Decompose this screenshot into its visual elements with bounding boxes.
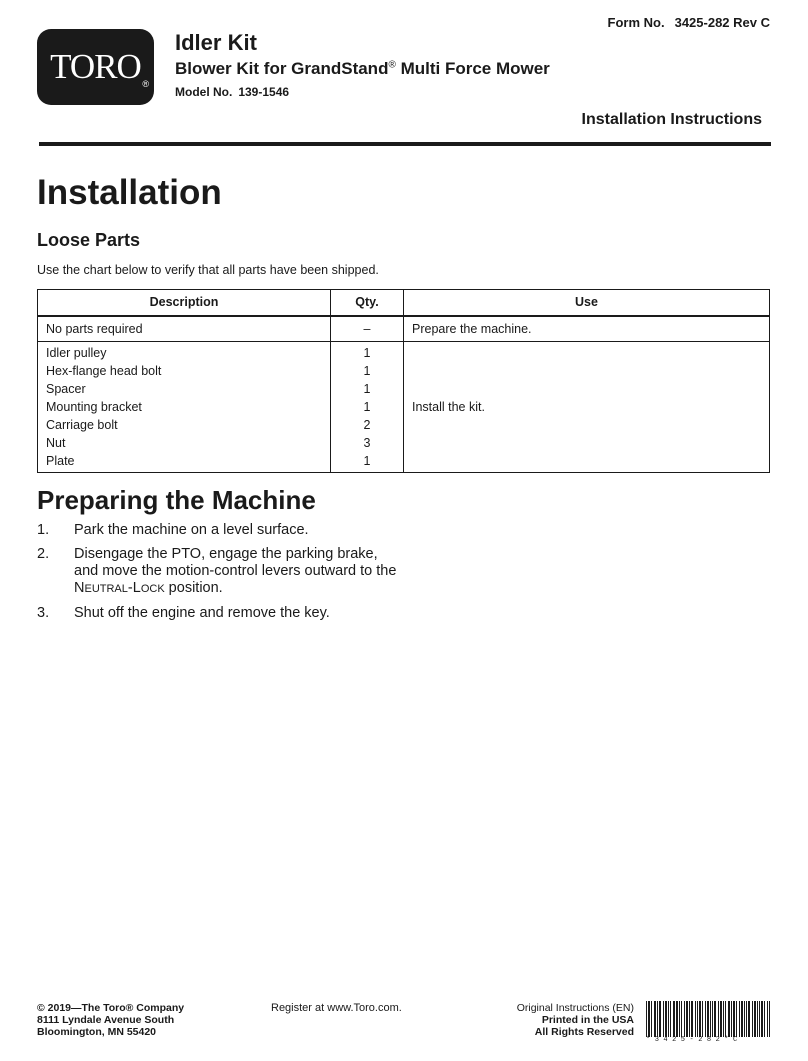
barcode-bar	[746, 1001, 747, 1037]
part-qty: 1	[363, 382, 371, 396]
barcode-bar	[679, 1001, 680, 1037]
header-use: Use	[404, 290, 770, 316]
barcode-bar	[715, 1001, 716, 1037]
barcode-text: *3425-282*C	[646, 1036, 742, 1044]
barcode-bar	[692, 1001, 693, 1037]
part-name: Mounting bracket	[46, 400, 142, 414]
model-number: Model No. 139-1546	[175, 85, 290, 99]
step-item	[37, 605, 397, 622]
barcode-bar	[646, 1001, 647, 1037]
document-subtitle: Blower Kit for GrandStand® Multi Force Mower	[175, 59, 550, 78]
barcode-bar	[736, 1001, 737, 1037]
step-text: Park the machine on a level surface.	[74, 522, 309, 538]
preparing-steps	[37, 522, 397, 629]
part-name: Idler pulley	[46, 346, 107, 360]
barcode-bar	[681, 1001, 682, 1037]
footer-rights	[517, 1002, 634, 1038]
address-line: Bloomington, MN 55420	[37, 1026, 157, 1038]
part-qty: 1	[363, 454, 371, 468]
part-name: Plate	[46, 454, 75, 468]
barcode-bar	[748, 1001, 749, 1037]
barcode-bar	[657, 1001, 658, 1037]
barcode-bar	[744, 1001, 745, 1037]
step-text: Disengage the PTO, engage the parking brake, and move the motion-control levers outward to the NEUTRAL-LOCK position.	[74, 546, 397, 596]
part-name: Hex-flange head bolt	[46, 364, 162, 378]
table-row	[38, 316, 770, 342]
document-title: Idler Kit	[175, 30, 257, 55]
barcode-bar	[708, 1001, 709, 1037]
step-number: 1.	[37, 522, 50, 538]
table-row	[38, 342, 770, 473]
barcode-bar	[663, 1001, 664, 1037]
barcode-bar	[670, 1001, 671, 1037]
barcode-bar	[707, 1001, 708, 1037]
barcode-bar	[764, 1001, 765, 1037]
barcode-bar	[725, 1001, 726, 1037]
barcode-bar	[649, 1001, 650, 1037]
barcode-bar	[674, 1001, 675, 1037]
barcode-bar	[654, 1001, 655, 1037]
header-divider	[39, 142, 771, 146]
barcode-bar	[721, 1001, 722, 1037]
barcode-bar	[684, 1001, 685, 1037]
barcode-bar	[762, 1001, 763, 1037]
original-instructions: Original Instructions (EN)	[516, 1002, 634, 1014]
barcode-bar	[710, 1001, 711, 1037]
preparing-heading: Preparing the Machine	[37, 485, 316, 515]
printed-in: Printed in the USA	[541, 1014, 634, 1026]
barcode-bar	[691, 1001, 692, 1037]
part-qty: 2	[363, 418, 371, 432]
barcode-bar	[759, 1001, 760, 1037]
barcode-bar	[700, 1001, 701, 1037]
header-qty: Qty.	[331, 290, 404, 316]
loose-parts-table	[37, 289, 770, 473]
part-name: Carriage bolt	[46, 418, 118, 432]
part-qty: 3	[363, 436, 371, 450]
barcode-bar	[731, 1001, 732, 1037]
footer-company	[37, 1002, 184, 1038]
barcode-bar	[699, 1001, 700, 1037]
barcode-bar	[754, 1001, 755, 1037]
part-name: Nut	[46, 436, 66, 450]
barcode-bar	[757, 1001, 758, 1037]
barcode-bar	[749, 1001, 750, 1037]
barcode-bar	[655, 1001, 656, 1037]
barcode-bar	[767, 1001, 768, 1037]
barcode-bar	[689, 1001, 690, 1037]
barcode-bar	[728, 1001, 729, 1037]
barcode-bar	[734, 1001, 735, 1037]
barcode-bar	[742, 1001, 743, 1037]
barcode-bar	[659, 1001, 660, 1037]
header-description: Description	[38, 290, 331, 316]
barcode-bar	[697, 1001, 698, 1037]
barcode-bar	[687, 1001, 688, 1037]
barcode-bar	[668, 1001, 669, 1037]
barcode-bar	[752, 1001, 753, 1037]
logo-wordmark: TORO	[50, 47, 141, 86]
step-number: 2.	[37, 546, 50, 562]
cell-quantities	[331, 342, 404, 473]
barcode-bar	[676, 1001, 677, 1037]
cell-descriptions	[38, 342, 331, 473]
form-number: Form No. 3425-282 Rev C	[607, 15, 770, 30]
barcode-bar	[733, 1001, 734, 1037]
barcode-bar	[720, 1001, 721, 1037]
part-qty: 1	[363, 364, 371, 378]
barcode-bar	[739, 1001, 740, 1037]
table-header-row	[38, 290, 770, 316]
loose-parts-heading: Loose Parts	[37, 230, 141, 250]
barcode-bar	[705, 1001, 706, 1037]
barcode-bar	[695, 1001, 696, 1037]
doc-type-label: Installation Instructions	[581, 111, 762, 128]
loose-parts-intro: Use the chart below to verify that all parts have been shipped.	[37, 263, 379, 277]
barcode-graphic	[646, 1001, 770, 1037]
barcode-bar	[666, 1001, 667, 1037]
barcode-bar	[686, 1001, 687, 1037]
step-item	[37, 546, 397, 598]
cell-qty: –	[331, 316, 404, 342]
barcode-bar	[761, 1001, 762, 1037]
barcode-bar	[673, 1001, 674, 1037]
toro-logo	[37, 29, 154, 105]
barcode-bar	[723, 1001, 724, 1037]
part-qty: 1	[363, 400, 371, 414]
step-text: Shut off the engine and remove the key.	[74, 605, 330, 621]
barcode-bar	[769, 1001, 770, 1037]
barcode-bar	[718, 1001, 719, 1037]
barcode-bar	[755, 1001, 756, 1037]
logo-registered-mark: ®	[142, 79, 149, 89]
barcode-bar	[729, 1001, 730, 1037]
copyright: © 2019—The Toro® Company	[37, 1002, 185, 1014]
barcode-bar	[660, 1001, 661, 1037]
installation-heading: Installation	[37, 173, 222, 212]
step-item	[37, 522, 397, 539]
footer-register: Register at www.Toro.com.	[271, 1002, 402, 1014]
rights-reserved: All Rights Reserved	[534, 1026, 634, 1038]
barcode-bar	[714, 1001, 715, 1037]
cell-use: Install the kit.	[404, 342, 770, 473]
barcode-bar	[712, 1001, 713, 1037]
cell-use: Prepare the machine.	[404, 316, 770, 342]
part-qty: 1	[363, 346, 371, 360]
barcode-bar	[702, 1001, 703, 1037]
barcode-bar	[648, 1001, 649, 1037]
step-number: 3.	[37, 605, 50, 621]
barcode-bar	[651, 1001, 652, 1037]
barcode-bar	[677, 1001, 678, 1037]
address-line: 8111 Lyndale Avenue South	[37, 1014, 175, 1026]
barcode-bar	[665, 1001, 666, 1037]
barcode-bar	[741, 1001, 742, 1037]
part-name: Spacer	[46, 382, 86, 396]
cell-description: No parts required	[38, 316, 331, 342]
